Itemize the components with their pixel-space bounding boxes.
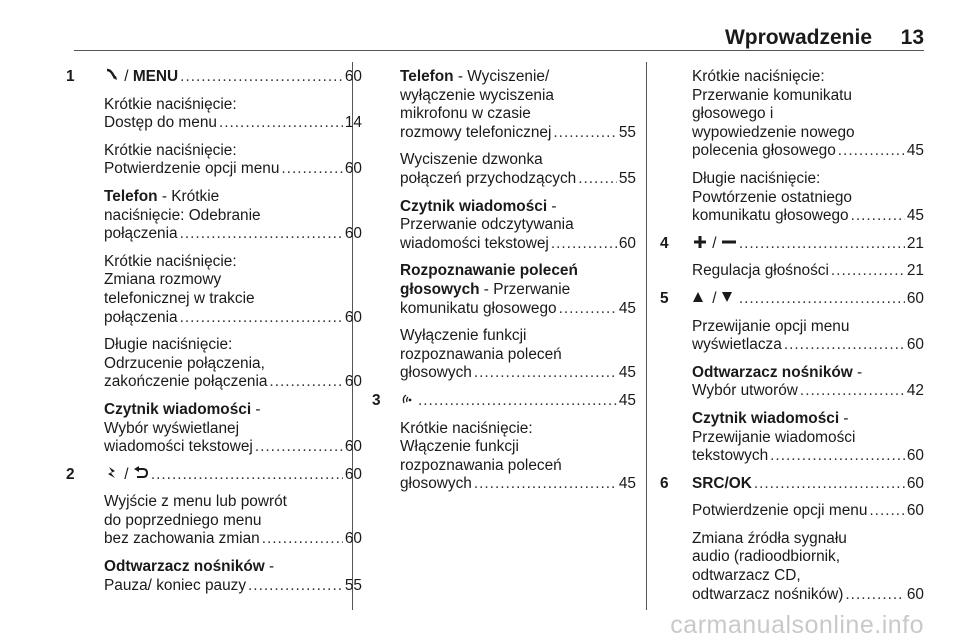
sub-entry: Rozpoznawanie poleceń głosowych - Przerwanie komunikatu głosowego ..... 45: [400, 262, 636, 318]
sub-entry: Czytnik wiadomości - Przewijanie wiadomości tekstowych ..... 60: [692, 410, 924, 466]
arrow-down-icon: [721, 290, 737, 304]
sub-entry: Długie naciśnięcie: Powtórzenie ostatniego komunikatu głosowego ..... 45: [692, 170, 924, 226]
menu-button-label: MENU: [132, 68, 179, 85]
plus-icon: [692, 235, 708, 249]
sub-entry: Wyciszenie dzwonka połączeń przychodzących ..... 55: [400, 151, 636, 188]
arrow-up-icon: [692, 290, 708, 304]
page-ref: 60: [906, 474, 924, 492]
sub-entry: Odtwarzacz nośników - Wybór utworów ..... 42: [692, 364, 924, 401]
page-number: 13: [900, 26, 924, 49]
column-1: [66, 68, 362, 604]
page-ref: 60: [344, 465, 362, 483]
sub-entry: Krótkie naciśnięcie: Przerwanie komunikatu głosowego i wypowiedzenie nowego polecenia głosowego ..... 45: [692, 68, 924, 161]
entry-number: 6: [660, 474, 669, 492]
sub-entry: Wyjście z menu lub powrót do poprzedniego menu bez zachowania zmian ..... 60: [104, 493, 362, 549]
entry-number: 1: [66, 68, 75, 85]
phone-hangup-arrow-icon: [104, 68, 120, 82]
sub-entry: Telefon - Krótkie naciśnięcie: Odebranie połączenia ..... 60: [104, 188, 362, 244]
entry-heading: / ..... 21: [692, 235, 924, 254]
page-ref: 21: [906, 234, 924, 252]
entry-3: [372, 392, 636, 494]
sub-entry: Wyłączenie funkcji rozpoznawania poleceń głosowych ..... 45: [400, 327, 636, 383]
entry-number: 5: [660, 289, 669, 307]
entry-number: 3: [372, 391, 381, 409]
voice-command-icon: [104, 466, 120, 480]
entry-6: [660, 475, 924, 605]
sub-entry: Krótkie naciśnięcie: Dostęp do menu ..... 14: [104, 96, 362, 133]
sub-entry: Regulacja głośności ..... 21: [692, 262, 924, 281]
minus-icon: [721, 235, 737, 249]
watermark: carmanualsonline.info: [670, 611, 924, 639]
header-rule: [74, 50, 924, 51]
entry-heading: / MENU ..... 60: [104, 68, 362, 87]
sub-entry: Czytnik wiadomości - Wybór wyświetlanej wiadomości tekstowej ..... 60: [104, 401, 362, 457]
entry-1: [66, 68, 362, 457]
entry-4: [660, 235, 924, 281]
sub-entry: Krótkie naciśnięcie: Potwierdzenie opcji menu ..... 60: [104, 142, 362, 179]
column-divider-2: [646, 62, 647, 610]
entry-2-continued: [372, 68, 636, 383]
entry-heading: [692, 475, 924, 494]
entry-5: [660, 290, 924, 466]
back-arrow-icon: [133, 466, 149, 480]
src-ok-button-label: SRC/OK: [692, 474, 752, 492]
entry-3-continued: [660, 68, 924, 226]
sub-entry: Odtwarzacz nośników - Pauza/ koniec pauzy ..... 55: [104, 558, 362, 595]
page-title: Wprowadzenie: [724, 26, 872, 49]
column-3: [660, 68, 924, 613]
sub-entry: Telefon - Wyciszenie/ wyłączenie wyciszenia mikrofonu w czasie rozmowy telefonicznej ..... 55: [400, 68, 636, 142]
voice-recognition-icon: [400, 392, 416, 406]
page-ref: 60: [344, 68, 362, 85]
entry-2: [66, 466, 362, 596]
sub-entry: Przewijanie opcji menu wyświetlacza ..... 60: [692, 318, 924, 355]
sub-entry: Krótkie naciśnięcie: Zmiana rozmowy telefonicznej w trakcie połączenia ..... 60: [104, 253, 362, 327]
page-header: [0, 0, 960, 49]
entry-heading: / ..... 60: [104, 466, 362, 485]
sub-entry: Zmiana źródła sygnału audio (radioodbiornik, odtwarzacz CD, odtwarzacz nośników) ..... 60: [692, 530, 924, 604]
sub-entry: Czytnik wiadomości - Przerwanie odczytywania wiadomości tekstowej ..... 60: [400, 198, 636, 254]
entry-number: 4: [660, 234, 669, 252]
page-ref: 60: [906, 289, 924, 307]
entry-heading: [400, 392, 636, 411]
page-ref: 45: [618, 391, 636, 409]
column-2: [372, 68, 636, 503]
sub-entry: Potwierdzenie opcji menu ..... 60: [692, 502, 924, 521]
entry-heading: / ..... 60: [692, 290, 924, 309]
sub-entry: Długie naciśnięcie: Odrzucenie połączenia, zakończenie połączenia ..... 60: [104, 336, 362, 392]
entry-number: 2: [66, 465, 75, 483]
sub-entry: Krótkie naciśnięcie: Włączenie funkcji rozpoznawania poleceń głosowych ..... 45: [400, 420, 636, 494]
